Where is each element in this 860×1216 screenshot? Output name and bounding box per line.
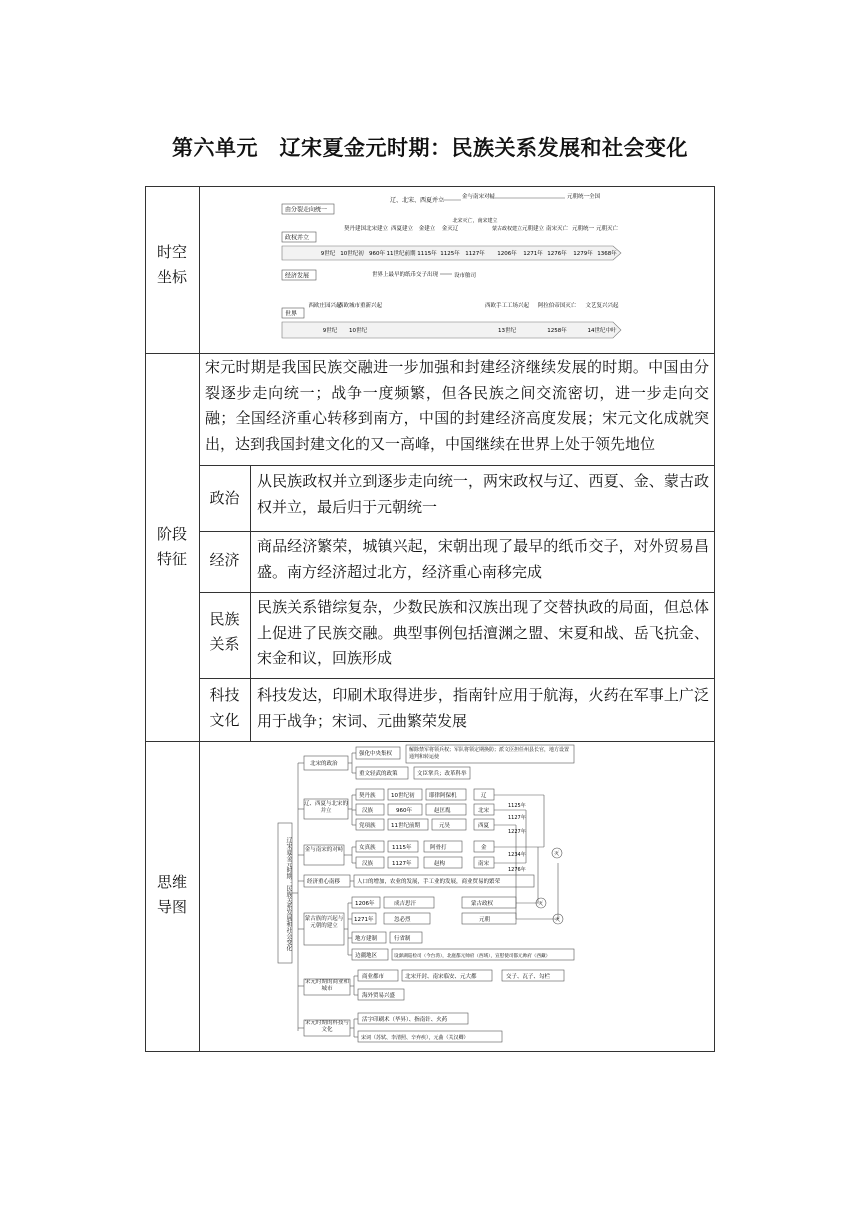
- node-text: 宋词（苏轼、李清照、辛弃疾），元曲（关汉卿）: [361, 1035, 469, 1041]
- regime-year: 1279年: [573, 251, 593, 257]
- world-year: 9世纪: [322, 328, 338, 334]
- spacetime-label: 时空 坐标: [156, 243, 187, 286]
- subrow-divider: [199, 465, 715, 466]
- node-text: 契丹族: [359, 793, 376, 799]
- world-event: 文艺复兴兴起: [585, 303, 619, 309]
- world-event: 西欧手工工场兴起: [484, 303, 530, 309]
- node-text: 北宋开封、南宋临安、元大都: [405, 974, 477, 980]
- unify-note: 金与南宋对峙: [462, 194, 496, 200]
- regime-year: 1206年: [497, 251, 517, 257]
- node-text: 成吉思汗: [394, 901, 417, 907]
- regime-event: 北宋建立: [365, 226, 389, 232]
- node-text: 10世纪初: [391, 793, 415, 799]
- node-text: 1206年: [355, 901, 375, 907]
- economy-note: 世界上最早的纸币交子出现: [372, 272, 439, 278]
- stage-label: 阶段 特征: [156, 525, 187, 568]
- year-note: 1125年: [508, 803, 526, 809]
- regime-event: 金灭辽: [441, 226, 459, 232]
- aspect-text: 商品经济繁荣，城镇兴起，宋朝出现了最早的纸币交子，对外贸易昌盛。南方经济超过北方，经济重心南移完成: [257, 537, 709, 581]
- world-event: 西欧城市重新兴起: [337, 303, 383, 309]
- row-divider: [145, 353, 715, 354]
- year-note: 1127年: [508, 815, 526, 821]
- aspect-text: 科技发达，印刷术取得进步，指南针应用于航海，火药在军事上广泛用于战争；宋词、元曲繁荣发展: [257, 686, 709, 730]
- world-year: 13世纪: [498, 328, 516, 334]
- branch-title: 经济重心南移: [307, 879, 341, 885]
- unify-note: 元朝统一全国: [567, 194, 601, 200]
- destroy-mark: 灭: [554, 851, 560, 857]
- track-label: 政权并立: [285, 234, 310, 242]
- aspect-label: 政治: [209, 489, 240, 507]
- track-label: 由分裂走向统一: [285, 206, 328, 214]
- regime-event: 蒙古政权建立: [491, 226, 523, 232]
- regime-event: 元朝灭亡: [595, 226, 619, 232]
- subrow-divider: [199, 592, 715, 593]
- timeline-diagram: [280, 190, 720, 350]
- node-text: 元朝: [479, 917, 491, 923]
- aspect-label: 科技 文化: [209, 686, 240, 729]
- node-text: 党项族: [359, 823, 376, 829]
- node-text: 行省制: [394, 936, 411, 942]
- node-text: 强化中央集权: [359, 751, 393, 757]
- world-event: 西欧庄园兴起: [308, 303, 342, 309]
- regime-year: 9世纪: [320, 251, 336, 257]
- year-note: 1276年: [508, 867, 526, 873]
- node-text: 忽必烈: [394, 917, 411, 923]
- subcolumn-divider: [250, 465, 251, 741]
- mind-root: 辽宋夏金元时期：民族关系发展和社会变化: [285, 837, 292, 951]
- aspect-label: 民族 关系: [209, 610, 240, 653]
- regime-event: 元朝建立: [521, 226, 545, 232]
- destroy-mark: 灭: [555, 917, 561, 923]
- track-label: 经济发展: [285, 272, 310, 280]
- world-year: 14世纪中叶: [587, 328, 617, 334]
- economy-note: 设市舶司: [454, 273, 477, 279]
- world-year: 1258年: [547, 328, 567, 334]
- subrow-divider: [199, 531, 715, 532]
- aspect-label: 经济: [209, 551, 240, 569]
- regime-event: 北宋灭亡，南宋建立: [452, 218, 498, 224]
- branch-title: 北宋的政治: [310, 761, 338, 767]
- node-text: 辽: [481, 793, 487, 799]
- node-text: 11世纪前期: [391, 823, 420, 829]
- node-text: 阿骨打: [430, 845, 447, 851]
- node-text: 金: [481, 845, 487, 851]
- mindmap-label: 思维 导图: [156, 873, 187, 916]
- aspect-text: 从民族政权并立到逐步走向统一，两宋政权与辽、西夏、金、蒙古政权并立，最后归于元朝统一: [257, 472, 709, 516]
- aspect-text: 民族关系错综复杂，少数民族和汉族出现了交替执政的局面，但总体上促进了民族交融。典型事例包括澶渊之盟、宋夏和战、岳飞抗金、宋金和议，回族形成: [257, 598, 709, 667]
- regime-year: 1271年: [523, 251, 543, 257]
- node-text: 地方建制: [355, 936, 378, 942]
- regime-event: 南宋灭亡: [545, 226, 569, 232]
- node-text: 商业都市: [362, 974, 385, 980]
- world-year: 10世纪: [349, 328, 367, 334]
- world-event: 阿拉伯帝国灭亡: [537, 303, 577, 309]
- node-text: 重文轻武的政策: [359, 771, 398, 777]
- node-text: 赵匡胤: [434, 808, 451, 814]
- regime-year: 1368年: [597, 251, 617, 257]
- subrow-divider: [199, 678, 715, 679]
- regime-year: 960年: [369, 251, 385, 257]
- node-text: 1115年: [392, 845, 412, 851]
- node-text: 1127年: [392, 861, 412, 867]
- regime-event: 西夏建立: [390, 226, 414, 232]
- node-text: 蒙古政权: [471, 901, 494, 907]
- year-note: 1234年: [508, 852, 526, 858]
- node-text: 西夏: [478, 823, 490, 829]
- regime-year: 10世纪初: [340, 251, 364, 257]
- node-text: 赵构: [434, 861, 446, 867]
- regime-year: 1127年: [465, 251, 485, 257]
- node-text: 汉族: [362, 808, 374, 814]
- branch-title: 辽、西夏与北宋的并立: [304, 801, 348, 814]
- regime-event: 契丹建国: [343, 226, 367, 232]
- regime-event: 元朝统一: [571, 226, 595, 232]
- branch-title: 金与南宋的对峙: [304, 847, 344, 853]
- node-text: 南宋: [478, 861, 490, 867]
- branch-title: 宋元时期的科技与文化: [304, 1020, 349, 1033]
- node-text: 文臣掌兵；改革科举: [417, 771, 467, 777]
- mind-map: [276, 743, 576, 1048]
- node-text: 汉族: [362, 861, 374, 867]
- regime-year: 11世纪前期: [386, 251, 416, 257]
- node-text: 元昊: [439, 823, 451, 829]
- unify-note: 辽、北宋、西夏并立: [390, 197, 445, 204]
- regime-year: 1125年: [440, 251, 460, 257]
- track-label: 世界: [285, 310, 298, 318]
- node-text: 960年: [396, 808, 412, 814]
- node-text: 交子、瓦子、勾栏: [506, 974, 551, 980]
- node-text: 人口的增加，农业的发展，手工业的发展，商业贸易的繁荣: [357, 879, 501, 885]
- year-note: 1227年: [508, 829, 526, 835]
- stage-summary: 宋元时期是我国民族交融进一步加强和封建经济继续发展的时期。中国由分裂逐步走向统一；战争一度频繁，但各民族之间交流密切，进一步走向交融；全国经济重心转移到南方，中国的封建经济高度发展；宋元文化成就突出，达到我国封建文化的又一高峰，中国继续在世界上处于领先地位: [205, 358, 709, 453]
- node-text: 解除禁军将领兵权；军队将领定期换防；派文臣担任州县长官，地方设置通判和转运使: [409, 747, 570, 760]
- branch-title: 蒙古族的兴起与元朝的建立: [304, 916, 344, 929]
- page-title: 第六单元 辽宋夏金元时期：民族关系发展和社会变化: [172, 136, 688, 160]
- node-text: 海外贸易兴盛: [362, 993, 396, 999]
- node-text: 活字印刷术（毕昇）、指南针、火药: [362, 1017, 448, 1023]
- regime-event: 金建立: [418, 226, 436, 232]
- branch-title: 宋元时期的商业和城市: [304, 979, 349, 992]
- node-text: 北宋: [478, 808, 490, 814]
- row-divider: [145, 741, 715, 742]
- node-text: 设澎湖巡检司（今台湾），北庭都元帅府（西域），宣慰使司都元帅府（西藏）: [394, 954, 551, 959]
- node-text: 边疆地区: [355, 953, 378, 959]
- regime-year: 1276年: [547, 251, 567, 257]
- destroy-mark: 灭: [538, 901, 544, 907]
- node-text: 1271年: [354, 917, 374, 923]
- node-text: 耶律阿保机: [429, 793, 457, 799]
- regime-year: 1115年: [417, 251, 437, 257]
- node-text: 女真族: [359, 845, 376, 851]
